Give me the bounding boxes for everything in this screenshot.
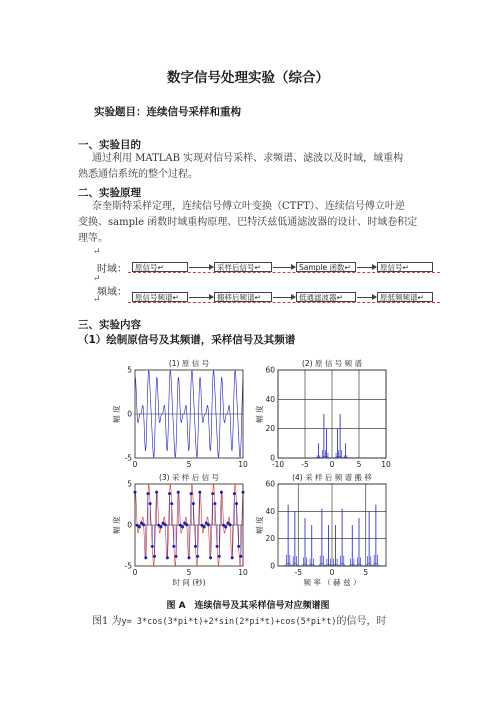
y-tick-label: 5	[127, 479, 132, 489]
sample-point	[177, 491, 180, 494]
sample-point	[168, 492, 171, 495]
y-axis-label: 幅 度	[255, 516, 264, 534]
y-axis-label: 幅 度	[112, 516, 121, 534]
flow-box-sampled-signal: 采样后信号↵	[214, 262, 272, 272]
flow-box-recovered-spectrum: 原低频频谱↵	[377, 292, 433, 302]
x-axis-label: 频 率 （ 赫 兹 ）	[303, 578, 361, 587]
x-tick-label: -5	[301, 460, 309, 469]
page-title: 数字信号处理实验（综合）	[167, 70, 329, 86]
x-tick-label: 0	[329, 460, 335, 469]
sample-point	[155, 491, 158, 494]
sample-point	[237, 545, 240, 548]
y-tick-label: 60	[265, 365, 275, 375]
flow-arrow	[189, 297, 213, 298]
flow-box-original-spectrum: 原信号频谱↵	[132, 292, 188, 302]
chart-title: (1) 原 信 号	[168, 359, 210, 368]
y-tick-label: 60	[265, 479, 275, 489]
sample-point	[211, 492, 214, 495]
x-tick-label: 0	[132, 568, 138, 577]
experiment-topic: 实验题目：连续信号采样和重构	[94, 106, 241, 118]
return-mark: ↵	[93, 295, 101, 305]
y-axis-label: 幅 度	[112, 405, 121, 423]
return-mark: ↵	[93, 274, 101, 284]
flow-arrow	[189, 267, 213, 268]
x-tick-label: 0	[329, 568, 335, 577]
sample-point	[190, 492, 193, 495]
footer-line	[92, 614, 386, 630]
flow-box-sample-function: Sample 函数↵	[296, 262, 356, 272]
x-tick-label: -10	[271, 460, 285, 469]
sample-point	[188, 556, 191, 559]
sample-point	[209, 556, 212, 559]
y-tick-label: 0	[127, 520, 132, 530]
sample-point	[213, 502, 216, 505]
sample-point	[224, 526, 227, 529]
sample-point	[170, 502, 173, 505]
section-1-line-1: 通过利用 MATLAB 实现对信号采样、求频谱、滤波以及时域，域重构	[92, 153, 404, 164]
sample-point	[181, 526, 184, 529]
y-tick-label: 0	[127, 409, 132, 419]
sample-point	[203, 526, 206, 529]
y-tick-label: 20	[265, 534, 275, 544]
chart-title: (3) 采 样 后 信 号	[158, 473, 220, 482]
x-tick-label: 10	[238, 460, 248, 469]
x-axis-label: 时 间 (秒)	[172, 578, 206, 587]
sample-point	[233, 492, 236, 495]
sample-point	[194, 545, 197, 548]
x-tick-label: -5	[294, 568, 302, 577]
y-tick-label: -5	[124, 561, 132, 571]
sample-point	[235, 502, 238, 505]
y-axis-label: 幅 度	[255, 405, 264, 423]
flow-box-original-signal: 原信号↵	[132, 262, 188, 272]
sample-point	[166, 556, 169, 559]
section-1-line-2: 熟悉通信系统的整个过程。	[78, 169, 198, 180]
x-tick-label: 5	[363, 568, 369, 577]
sample-point	[146, 492, 149, 495]
sample-point	[159, 526, 162, 529]
chart-title: (2) 原 信 号 频 谱	[301, 359, 363, 368]
chart-title: (4) 采 样 后 频 谱 搬 移	[292, 473, 372, 482]
sample-point	[198, 491, 201, 494]
flow-box-lowpass-filter: 低通滤波器↵	[296, 292, 356, 302]
sample-point	[231, 556, 234, 559]
x-tick-label: 10	[381, 460, 391, 469]
flow-box-recovered-signal: 原信号↵	[377, 262, 433, 272]
section-3-heading: 三、实验内容	[78, 319, 141, 331]
y-tick-label: 20	[265, 424, 275, 434]
section-2-line-3: 理等。	[78, 233, 108, 244]
y-tick-label: 40	[265, 394, 275, 404]
y-tick-label: 40	[265, 506, 275, 516]
x-tick-label: 0	[132, 460, 138, 469]
x-tick-label: 5	[186, 460, 192, 469]
sample-point	[216, 545, 219, 548]
section-3-subheading: （1）绘制原信号及其频谱，采样信号及其频谱	[78, 334, 296, 346]
flow-arrow	[273, 267, 295, 268]
footer-tail: 的信号，时	[336, 616, 387, 627]
y-tick-label: 0	[270, 453, 275, 463]
sample-point	[153, 555, 156, 558]
sample-point	[220, 491, 223, 494]
section-2-line-2: 变换、sample 函数时域重构原理、巴特沃兹低通滤波器的设计、时域卷积定	[78, 217, 418, 228]
flow-box-shifted-spectrum: 搬移后频谱↵	[214, 292, 272, 302]
x-tick-label: 10	[238, 568, 248, 577]
y-tick-label: 0	[270, 561, 275, 571]
return-mark: ↵	[93, 247, 101, 257]
x-tick-label: 5	[186, 568, 192, 577]
footer-lead: 图1 为	[92, 616, 122, 627]
sample-point	[138, 526, 141, 529]
freq-domain-label: 频域：	[97, 287, 127, 298]
figure-a	[0, 348, 496, 588]
sample-point	[192, 502, 195, 505]
sample-point	[196, 555, 199, 558]
section-1-heading: 一、实验目的	[78, 139, 141, 151]
sample-point	[144, 556, 147, 559]
section-2-line-1: 奈奎斯特采样定理，连续信号傅立叶变换（CTFT）、连续信号傅立叶逆	[92, 201, 405, 212]
sample-point	[149, 502, 152, 505]
footer-formula: y= 3*cos(3*pi*t)+2*sin(2*pi*t)+cos(5*pi*t)	[121, 617, 337, 627]
sample-point	[175, 555, 178, 558]
time-row-divider	[128, 272, 440, 273]
flow-arrow	[357, 297, 376, 298]
section-2-heading: 二、实验原理	[78, 187, 141, 199]
sample-point	[172, 545, 175, 548]
flow-arrow	[357, 267, 376, 268]
flow-arrow	[273, 297, 295, 298]
sample-point	[151, 545, 154, 548]
sample-point	[218, 555, 221, 558]
time-domain-label: 时域：	[97, 264, 127, 275]
y-tick-label: 5	[127, 365, 132, 375]
y-tick-label: -5	[124, 453, 132, 463]
freq-row-divider	[128, 302, 440, 303]
x-tick-label: 5	[356, 460, 362, 469]
figure-caption: 图 A 连续信号及其采样信号对应频谱图	[166, 601, 330, 611]
sample-point	[239, 555, 242, 558]
